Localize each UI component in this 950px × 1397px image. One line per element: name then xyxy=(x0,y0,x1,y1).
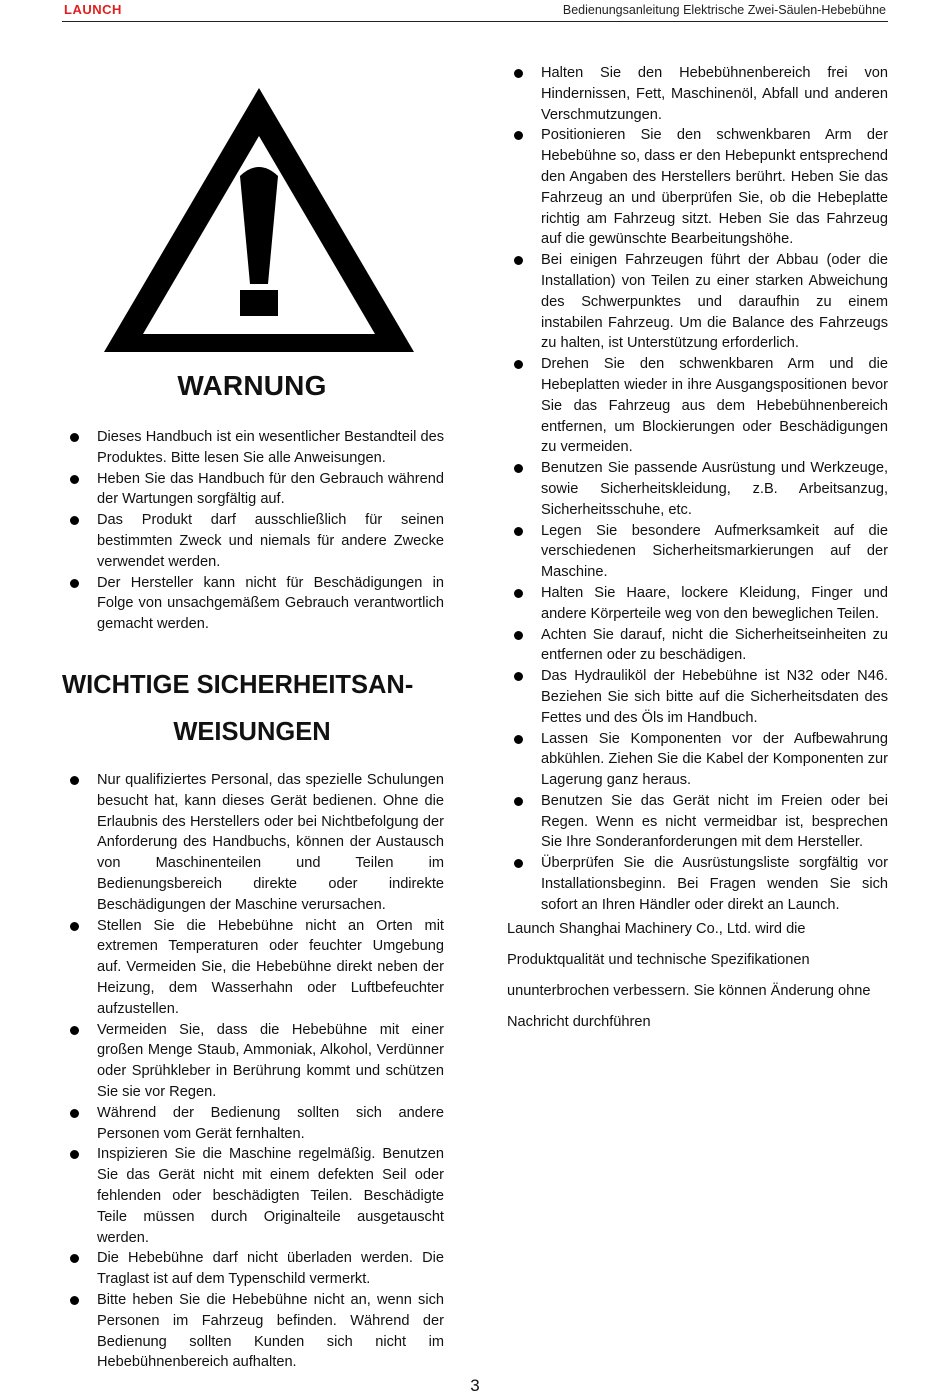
list-item: Benutzen Sie das Gerät nicht im Freien oder bei Regen. Wenn es nicht vermeidbar ist, besprechen Sie Ihre Sonderanforderungen mit dem Hersteller. xyxy=(510,791,888,853)
list-item: Positionieren Sie den schwenkbaren Arm der Hebebühne so, dass er den Hebepunkt entsprechend den Angaben des Herstellers berührt. Heben Sie das Fahrzeug an und überprüfen Sie, ob die Hebeplatte richtig am Fahrzeug sitzt. Heben Sie das Fahrzeug auf die gewünschte Bearbeitungshöhe. xyxy=(510,125,888,250)
list-item: Benutzen Sie passende Ausrüstung und Werkzeuge, sowie Sicherheitskleidung, z.B. Arbeitsanzug, Sicherheitsschuhe, etc. xyxy=(510,458,888,520)
list-item: Das Produkt darf ausschließlich für seinen bestimmten Zweck und niemals für andere Zwecke verwendet werden. xyxy=(66,510,444,572)
list-item: Die Hebebühne darf nicht überladen werden. Die Traglast ist auf dem Typenschild vermerkt. xyxy=(66,1248,444,1290)
list-item: Bitte heben Sie die Hebebühne nicht an, wenn sich Personen im Fahrzeug befinden. Während der Bedienung sollten Kunden sich nicht im Hebebühnenbereich aufhalten. xyxy=(66,1290,444,1373)
list-item: Nur qualifiziertes Personal, das spezielle Schulungen besucht hat, kann dieses Gerät bedienen. Ohne die Erlaubnis des Herstellers oder bei Nichtbefolgung der Anforderung des Handbuchs, können der Austausch von Maschinenteilen und Teilen im Bedienungsbereich direkte oder indirekte Beschädigungen der Maschine verursachen. xyxy=(66,770,444,916)
launch-logo: LAUNCH xyxy=(64,2,122,17)
warning-list xyxy=(66,427,444,635)
list-item: Überprüfen Sie die Ausrüstungsliste sorgfältig vor Installationsbeginn. Bei Fragen wenden Sie sich sofort an Ihren Händler oder direkt an Launch. xyxy=(510,853,888,915)
page-header xyxy=(62,0,888,22)
list-item: Legen Sie besondere Aufmerksamkeit auf die verschiedenen Sicherheitsmarkierungen auf der Maschine. xyxy=(510,521,888,583)
list-item: Heben Sie das Handbuch für den Gebrauch während der Wartungen sorgfältig auf. xyxy=(66,469,444,511)
list-item: Halten Sie den Hebebühnenbereich frei von Hindernissen, Fett, Maschinenöl, Abfall und anderen Verschmutzungen. xyxy=(510,63,888,125)
safety-title-line2: WEISUNGEN xyxy=(173,718,331,746)
safety-list-left xyxy=(66,770,444,1373)
page-number: 3 xyxy=(470,1376,480,1395)
list-item: Drehen Sie den schwenkbaren Arm und die Hebeplatten wieder in ihre Ausgangspositionen bevor Sie das Fahrzeug aus dem Hebebühnenbereich entfernen, um Blockierungen oder Beschädigungen zu vermeiden. xyxy=(510,354,888,458)
safety-title-line1: WICHTIGE SICHERHEITSAN- xyxy=(62,671,414,699)
warning-title: WARNUNG xyxy=(177,370,327,401)
header-title: Bedienungsanleitung Elektrische Zwei-Säulen-Hebebühne xyxy=(562,3,886,17)
list-item: Halten Sie Haare, lockere Kleidung, Finger und andere Körperteile weg von den beweglichen Teilen. xyxy=(510,583,888,625)
warning-triangle-icon xyxy=(100,84,418,356)
list-item: Während der Bedienung sollten sich andere Personen vom Gerät fernhalten. xyxy=(66,1103,444,1145)
list-item: Vermeiden Sie, dass die Hebebühne mit einer großen Menge Staub, Ammoniak, Alkohol, Verdünner oder Sprühkleber in Berührung kommt und schützen Sie sie vor Regen. xyxy=(66,1020,444,1103)
list-item: Der Hersteller kann nicht für Beschädigungen in Folge von unsachgemäßem Gebrauch verantwortlich gemacht werden. xyxy=(66,573,444,635)
list-item: Achten Sie darauf, nicht die Sicherheitseinheiten zu entfernen oder zu beschädigen. xyxy=(510,625,888,667)
closing-paragraph: Launch Shanghai Machinery Co., Ltd. wird die Produktqualität und technische Spezifikationen ununterbrochen verbessern. Sie können Änderung ohne Nachricht durchführen xyxy=(507,921,871,1030)
list-item: Lassen Sie Komponenten vor der Aufbewahrung abkühlen. Ziehen Sie die Kabel der Komponenten zur Lagerung ganz heraus. xyxy=(510,729,888,791)
list-item: Bei einigen Fahrzeugen führt der Abbau (oder die Installation) von Teilen zu einer starken Abweichung des Schwerpunktes und daraufhin zu einem instabilen Fahrzeug. Um die Balance des Fahrzeugs zu halten, ist Unterstützung erforderlich. xyxy=(510,250,888,354)
safety-list-right xyxy=(510,63,888,916)
list-item: Dieses Handbuch ist ein wesentlicher Bestandteil des Produktes. Bitte lesen Sie alle Anweisungen. xyxy=(66,427,444,469)
list-item: Inspizieren Sie die Maschine regelmäßig. Benutzen Sie das Gerät nicht mit einem defekten Seil oder fehlenden oder beschädigten Teilen. Beschädigte Teile müssen durch Originalteile ausgetauscht werden. xyxy=(66,1144,444,1248)
list-item: Das Hydrauliköl der Hebebühne ist N32 oder N46. Beziehen Sie sich bitte auf die Sicherheitsdaten des Fettes und des Öls im Handbuch. xyxy=(510,666,888,728)
list-item: Stellen Sie die Hebebühne nicht an Orten mit extremen Temperaturen oder feuchter Umgebung auf. Vermeiden Sie, die Hebebühne direkt neben der Heizung, dem Wasserhahn oder Luftbefeuchter aufzustellen. xyxy=(66,916,444,1020)
